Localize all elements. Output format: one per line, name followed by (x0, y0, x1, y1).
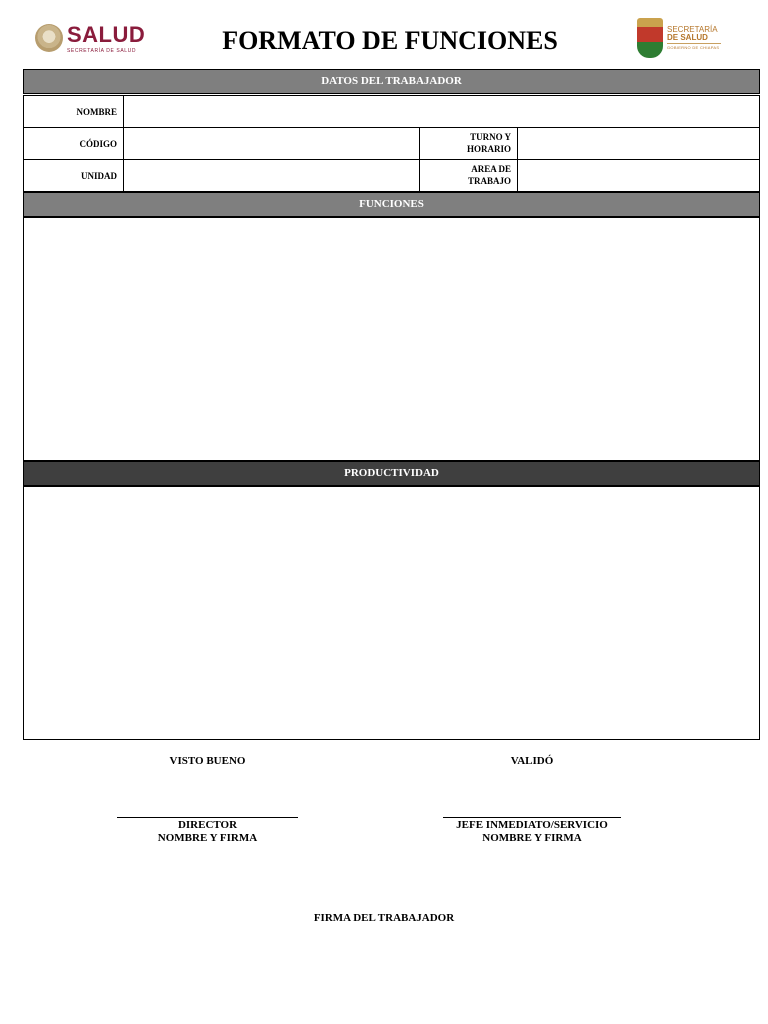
logo-divider (667, 43, 721, 44)
secretaria-line3: GOBIERNO DE CHIAPAS (667, 45, 720, 50)
turno-label-line2: HORARIO (466, 144, 511, 154)
secretaria-line2: DE SALUD (667, 33, 708, 42)
nombre-field[interactable] (123, 95, 760, 128)
secretaria-line1: SECRETARÍA (667, 25, 718, 34)
director-signature-line (117, 817, 298, 818)
area-field[interactable] (517, 159, 760, 192)
unidad-field[interactable] (123, 159, 420, 192)
salud-subtitle: SECRETARÍA DE SALUD (67, 48, 137, 54)
section-header-productividad: PRODUCTIVIDAD (23, 461, 760, 486)
turno-label (419, 127, 518, 160)
national-seal-icon (35, 24, 63, 52)
codigo-label: CÓDIGO (23, 127, 124, 160)
area-label (419, 159, 518, 192)
valido-label: VALIDÓ (510, 755, 554, 767)
section-header-funciones: FUNCIONES (23, 192, 760, 217)
page-title: FORMATO DE FUNCIONES (222, 26, 558, 55)
salud-brand: SALUD (67, 22, 146, 47)
funciones-textarea[interactable] (23, 217, 760, 461)
unidad-label: UNIDAD (23, 159, 124, 192)
area-label-line1: AREA DE (471, 164, 511, 174)
area-label-line2: TRABAJO (467, 176, 511, 186)
chiapas-shield-icon (637, 18, 663, 58)
jefe-role: JEFE INMEDIATO/SERVICIO (456, 819, 608, 831)
jefe-signature-line (443, 817, 621, 818)
salud-logo (30, 20, 145, 60)
codigo-field[interactable] (123, 127, 420, 160)
director-role: DIRECTOR (177, 819, 238, 831)
productividad-textarea[interactable] (23, 486, 760, 740)
section-header-datos: DATOS DEL TRABAJADOR (23, 69, 760, 94)
turno-field[interactable] (517, 127, 760, 160)
jefe-caption: NOMBRE Y FIRMA (482, 832, 582, 844)
secretaria-logo (635, 14, 735, 60)
visto-bueno-label: VISTO BUENO (169, 755, 246, 767)
turno-label-line1: TURNO Y (470, 132, 511, 142)
firma-trabajador-label: FIRMA DEL TRABAJADOR (313, 912, 455, 924)
director-caption: NOMBRE Y FIRMA (157, 832, 258, 844)
nombre-label: NOMBRE (23, 95, 124, 128)
